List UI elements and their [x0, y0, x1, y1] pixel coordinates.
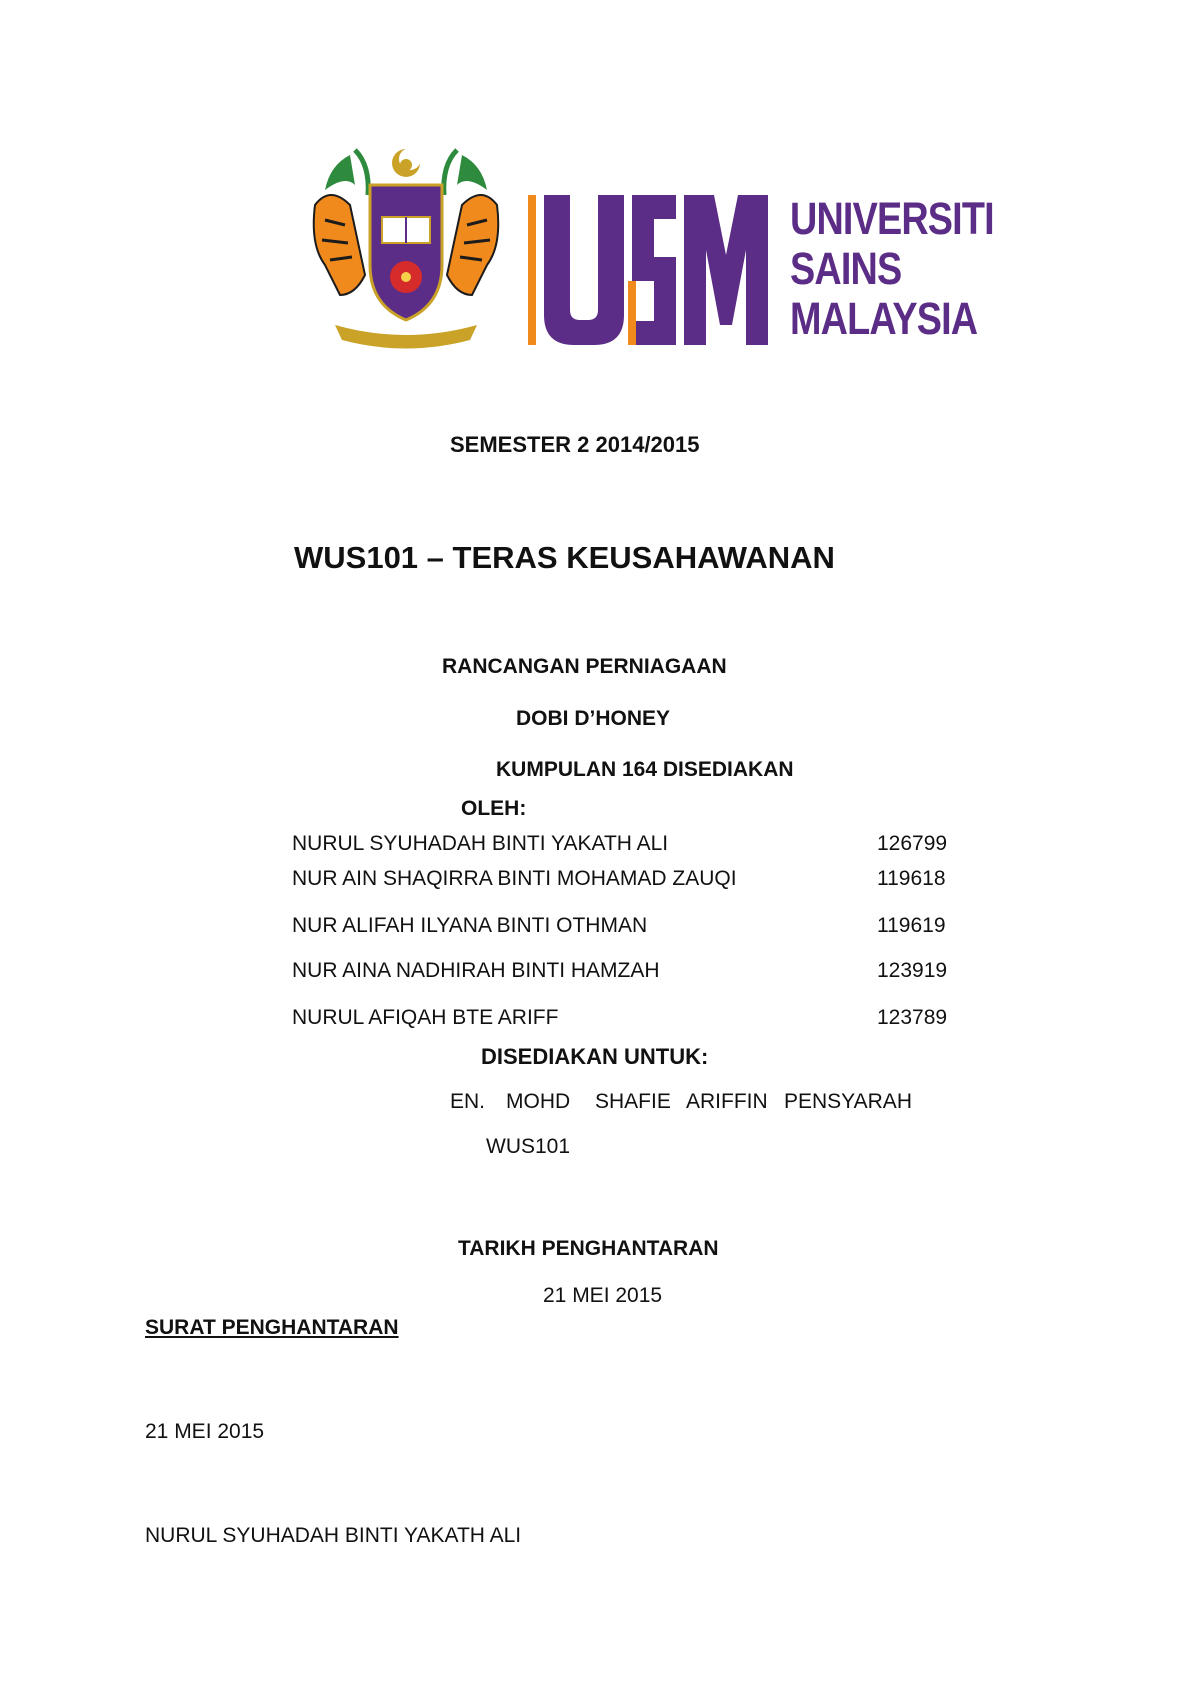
member-name: NUR AIN SHAQIRRA BINTI MOHAMAD ZAUQI	[292, 867, 737, 890]
lecturer-word: PENSYARAH	[784, 1090, 912, 1113]
member-name: NUR AINA NADHIRAH BINTI HAMZAH	[292, 959, 660, 982]
member-id: 123789	[877, 1006, 948, 1029]
group-line: KUMPULAN 164 DISEDIAKAN	[496, 758, 794, 781]
lecturer-word: SHAFIE	[595, 1090, 671, 1113]
course-title: WUS101 – TERAS KEUSAHAWANAN	[294, 540, 835, 575]
member-name: NURUL AFIQAH BTE ARIFF	[292, 1006, 559, 1029]
letter-sender: NURUL SYUHADAH BINTI YAKATH ALI	[145, 1524, 522, 1547]
submission-label: TARIKH PENGHANTARAN	[458, 1237, 719, 1260]
member-id: 123919	[877, 959, 948, 982]
university-name-logo	[790, 193, 994, 345]
prepared-for-label: DISEDIAKAN UNTUK:	[481, 1044, 709, 1069]
letter-date: 21 MEI 2015	[145, 1420, 265, 1443]
member-id: 119619	[877, 914, 946, 937]
lecturer-word: ARIFFIN	[686, 1090, 768, 1113]
by-label: OLEH:	[461, 797, 527, 820]
logo-word-universiti: UNIVERSITI	[790, 193, 994, 244]
member-name: NUR ALIFAH ILYANA BINTI OTHMAN	[292, 914, 648, 937]
submission-date: 21 MEI 2015	[543, 1284, 663, 1307]
business-name: DOBI D’HONEY	[516, 707, 671, 730]
member-id: 119618	[877, 867, 946, 890]
lecturer-word: MOHD	[506, 1090, 571, 1113]
member-id: 126799	[877, 832, 948, 855]
semester-heading: SEMESTER 2 2014/2015	[450, 432, 700, 457]
logo-word-sains: SAINS	[790, 243, 902, 294]
lecturer-course: WUS101	[486, 1135, 571, 1158]
member-name: NURUL SYUHADAH BINTI YAKATH ALI	[292, 832, 669, 855]
lecturer-word: EN.	[450, 1090, 486, 1113]
document-subtitle: RANCANGAN PERNIAGAAN	[442, 655, 727, 678]
usm-crest-logo	[310, 145, 502, 350]
logo-word-malaysia: MALAYSIA	[790, 293, 978, 344]
letter-heading: SURAT PENGHANTARAN	[145, 1316, 399, 1339]
usm-wordmark-logo	[528, 195, 768, 345]
